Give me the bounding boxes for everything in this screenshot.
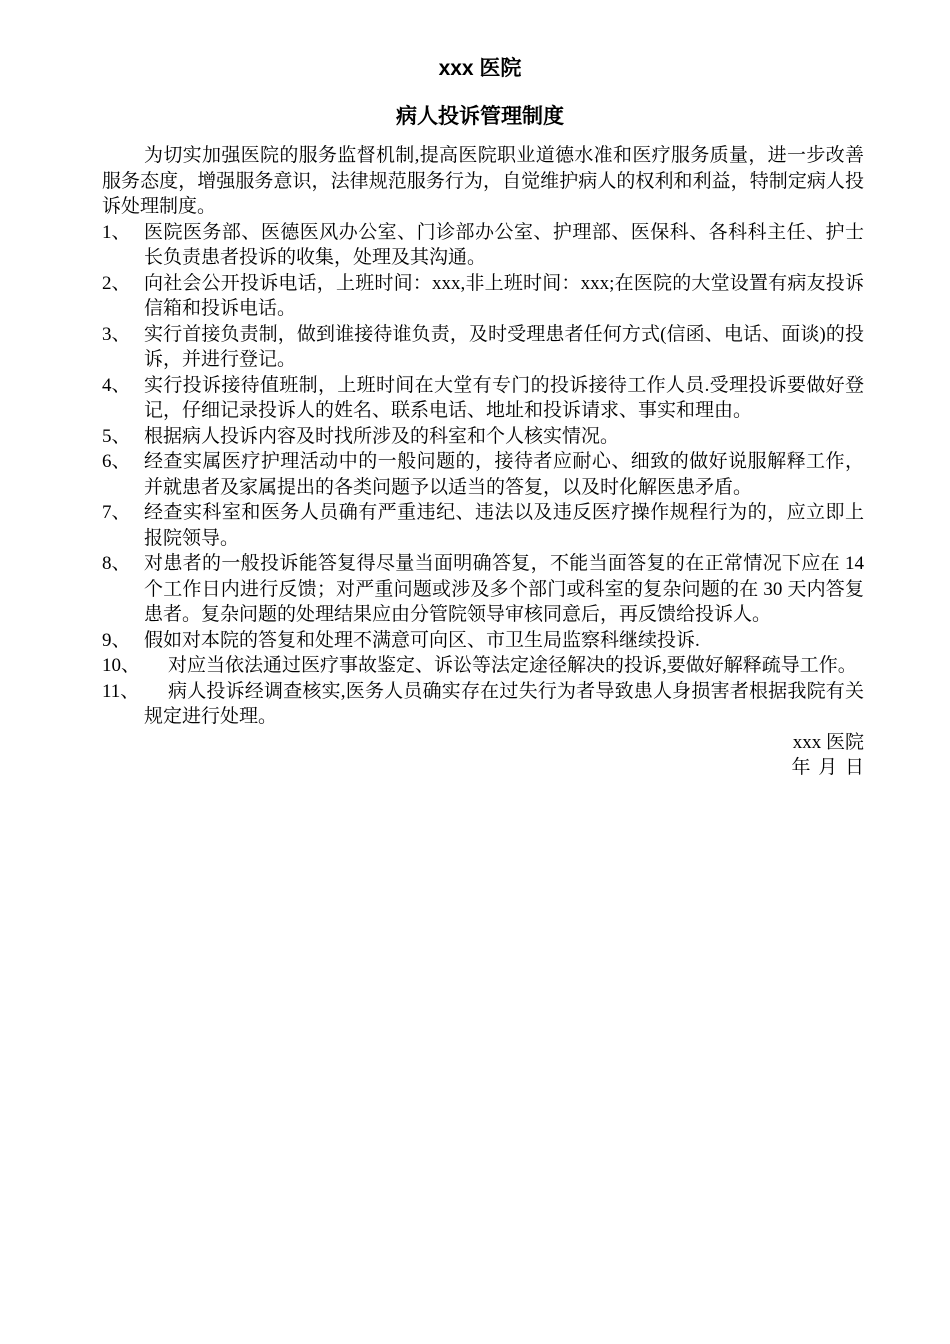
list-item-text: 经查实属医疗护理活动中的一般问题的，接待者应耐心、细致的做好说服解释工作，并就患者及家属提出的各类问题予以适当的答复，以及时化解医患矛盾。 — [144, 451, 864, 498]
list-item — [102, 628, 864, 654]
list-item — [102, 500, 864, 551]
list-item-text: 根据病人投诉内容及时找所涉及的科室和个人核实情况。 — [144, 425, 620, 447]
list-item-text: 经查实科室和医务人员确有严重违纪、违法以及违反医疗操作规程行为的，应立即上报院领导。 — [144, 502, 864, 549]
list-item — [102, 424, 864, 450]
list-item — [102, 449, 864, 500]
list-item — [102, 271, 864, 322]
document-title: 病人投诉管理制度 — [396, 105, 564, 128]
hospital-title: xxx 医院 — [438, 57, 522, 80]
list-item-text: 实行投诉接待值班制，上班时间在大堂有专门的投诉接待工作人员.受理投诉要做好登记，仔细记录投诉人的姓名、联系电话、地址和投诉请求、事实和理由。 — [144, 374, 864, 421]
list-item — [102, 653, 864, 679]
list-item-text: 向社会公开投诉电话，上班时间：xxx,非上班时间：xxx;在医院的大堂设置有病友投诉信箱和投诉电话。 — [144, 272, 864, 319]
list-item — [102, 373, 864, 424]
intro-paragraph: 为切实加强医院的服务监督机制,提高医院职业道德水准和医疗服务质量，进一步改善服务态度，增强服务意识，法律规范服务行为，自觉维护病人的权利和利益，特制定病人投诉处理制度。 — [102, 145, 864, 217]
list-item-number: 7、 — [102, 502, 131, 523]
list-item-number: 3、 — [102, 323, 131, 345]
list-item-number: 2、 — [102, 272, 131, 294]
list-item-text: 假如对本院的答复和处理不满意可向区、市卫生局监察科继续投诉. — [144, 629, 700, 651]
list-item-text: 对应当依法通过医疗事故鉴定、诉讼等法定途径解决的投诉,要做好解释疏导工作。 — [168, 655, 857, 676]
list-item-number: 1、 — [102, 221, 131, 243]
list-item-number: 10、 — [102, 655, 141, 676]
list-item-text: 实行首接负责制，做到谁接待谁负责，及时受理患者任何方式(信函、电话、面谈)的投诉，并进行登记。 — [144, 323, 864, 370]
list-item-number: 9、 — [102, 629, 131, 651]
signature-hospital: xxx 医院 — [792, 731, 864, 753]
list-item-number: 6、 — [102, 451, 131, 472]
document-body — [102, 143, 864, 781]
list-item — [102, 679, 864, 730]
list-item — [102, 220, 864, 271]
list-item — [102, 551, 864, 628]
list-item-text: 病人投诉经调查核实,医务人员确实存在过失行为者导致患人身损害者根据我院有关规定进行处理。 — [144, 680, 864, 727]
list-item-number: 11、 — [102, 680, 140, 702]
list-item-number: 4、 — [102, 374, 131, 396]
list-item-number: 8、 — [102, 553, 131, 574]
list-item-number: 5、 — [102, 425, 131, 447]
regulation-list — [102, 220, 864, 730]
list-item — [102, 322, 864, 373]
list-item-text: 医院医务部、医德医风办公室、门诊部办公室、护理部、医保科、各科科主任、护士长负责患者投诉的收集，处理及其沟通。 — [144, 221, 864, 268]
signature-date: 年 月 日 — [791, 757, 864, 778]
list-item-text: 对患者的一般投诉能答复得尽量当面明确答复，不能当面答复的在正常情况下应在 14 个工作日内进行反馈；对严重问题或涉及多个部门或科室的复杂问题的在 30 天内答复患者。复杂问题的处理结果应由分管院领导审核同意后，再反馈给投诉人。 — [144, 553, 864, 625]
